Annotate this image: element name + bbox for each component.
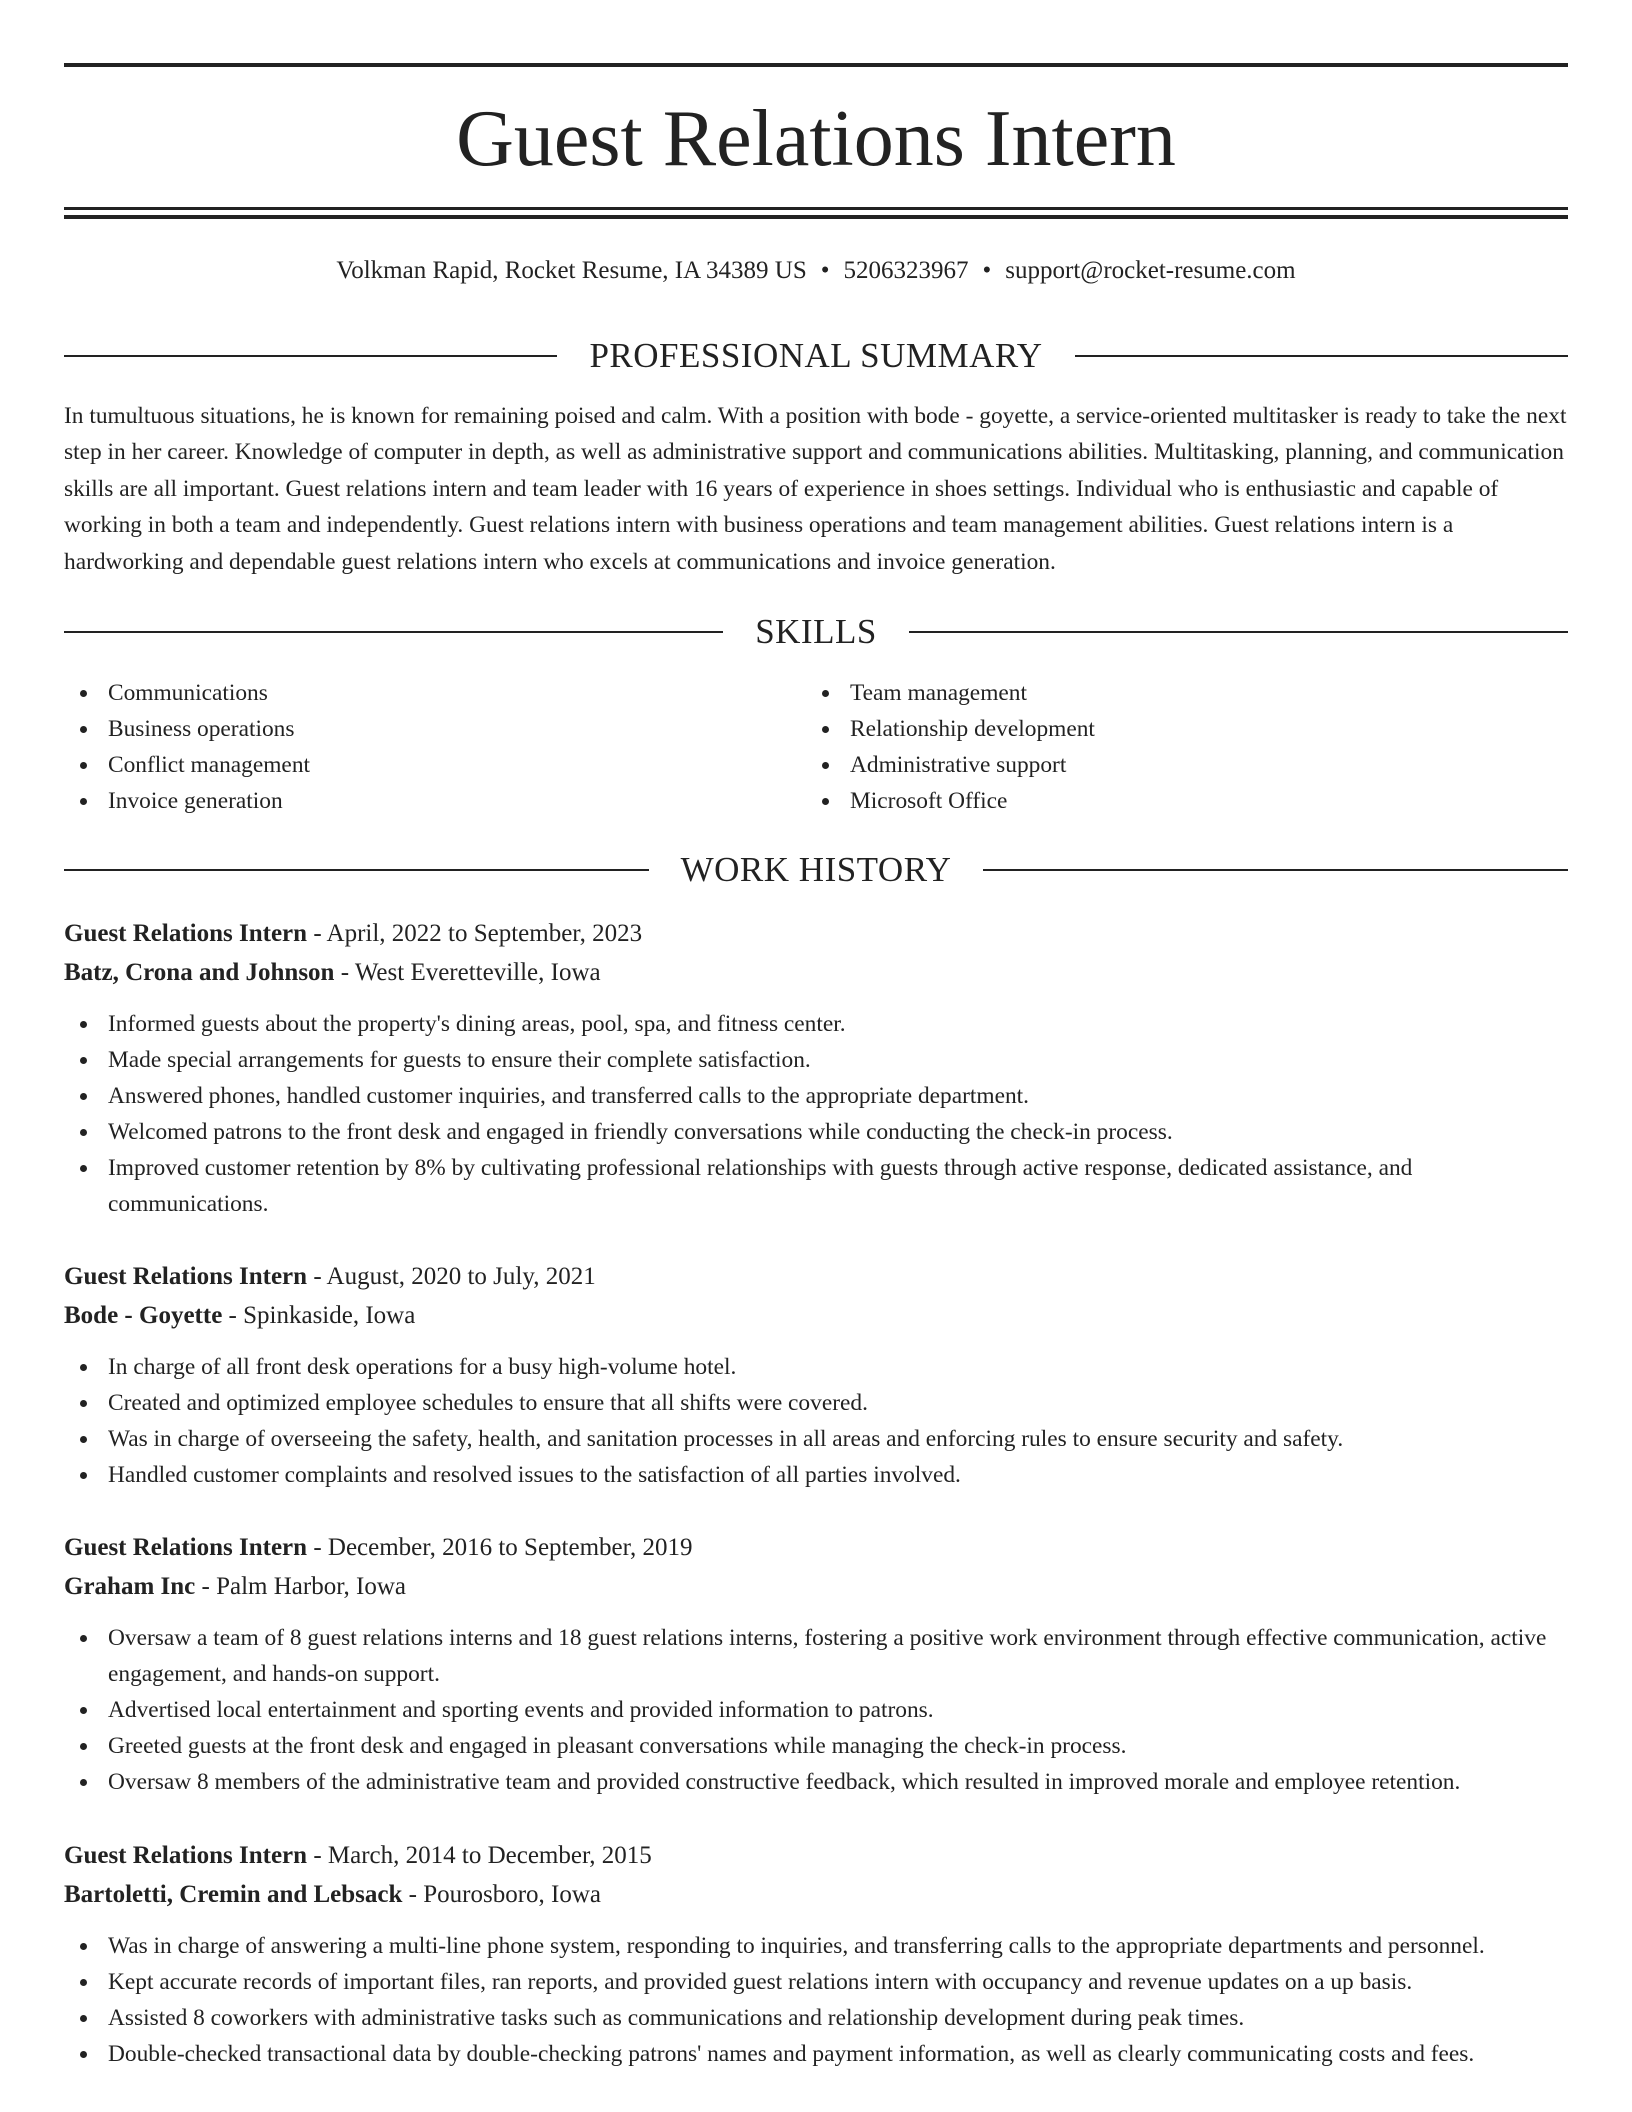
summary-text: In tumultuous situations, he is known for remaining poised and calm. With a position with bode - goyette, a service-oriented multitasker is ready to take the next step in her career. Knowledge of computer in depth, as well as administrative support and communications abilities. Multitasking, planning, and communication skills are all important. Guest relations intern and team leader with 16 years of experience in shoes settings. Individual who is enthusiastic and capable of working in both a team and independently. Guest relations intern with business operations and team management abilities. Guest relations intern is a hardworking and dependable guest relations intern who excels at communications and invoice generation. (64, 403, 1567, 575)
job-title: Guest Relations Intern (64, 1534, 308, 1561)
heading-rule-right (909, 631, 1568, 633)
job-bullet: Welcomed patrons to the front desk and engaged in friendly conversations while conducting the check-in process. (64, 1114, 1568, 1150)
job-bullet: Advertised local entertainment and sporting events and provided information to patrons. (64, 1692, 1568, 1728)
job-bullet: Created and optimized employee schedules to ensure that all shifts were covered. (64, 1385, 1568, 1421)
job-title: Guest Relations Intern (64, 920, 308, 947)
skill-item: Microsoft Office (806, 783, 1548, 819)
job-bullet: Improved customer retention by 8% by cultivating professional relationships with guests through active response, dedicated assistance, and communications. (64, 1150, 1568, 1222)
skill-item: Relationship development (806, 711, 1548, 747)
job-bullet: Made special arrangements for guests to ensure their complete satisfaction. (64, 1042, 1568, 1078)
job-bullet: Handled customer complaints and resolved issues to the satisfaction of all parties involved. (64, 1457, 1568, 1493)
heading-rule-left (64, 631, 723, 633)
job-company: Bartoletti, Cremin and Lebsack (64, 1881, 403, 1908)
work-section-heading (64, 848, 1568, 892)
contact-address: Volkman Rapid, Rocket Resume, IA 34389 US (336, 257, 807, 284)
job-bullet: Oversaw a team of 8 guest relations interns and 18 guest relations interns, fostering a positive work environment through effective communication, active engagement, and hands-on support. (64, 1620, 1568, 1692)
job-dates: - March, 2014 to December, 2015 (307, 1842, 652, 1869)
job-entry (64, 1836, 1568, 2072)
skills-column-right (806, 675, 1548, 819)
job-dates: - April, 2022 to September, 2023 (307, 920, 643, 947)
job-entry (64, 914, 1568, 1222)
job-title-line (64, 1528, 1568, 1567)
heading-rule-right (1075, 355, 1568, 357)
title-double-rule (64, 207, 1568, 219)
job-bullets (64, 1349, 1568, 1493)
job-bullets (64, 1928, 1568, 2072)
skills-section-heading (64, 610, 1568, 654)
skill-item: Administrative support (806, 747, 1548, 783)
job-company-line (64, 1875, 1568, 1914)
job-dates: - December, 2016 to September, 2019 (307, 1534, 693, 1561)
job-dates: - August, 2020 to July, 2021 (307, 1263, 596, 1290)
skill-item: Conflict management (64, 747, 806, 783)
job-location: - Palm Harbor, Iowa (195, 1573, 406, 1600)
job-bullet: Answered phones, handled customer inquiries, and transferred calls to the appropriate department. (64, 1078, 1568, 1114)
heading-rule-left (64, 355, 557, 357)
job-company-line (64, 953, 1568, 992)
job-bullet: In charge of all front desk operations for a busy high-volume hotel. (64, 1349, 1568, 1385)
job-bullets (64, 1620, 1568, 1800)
job-bullet: Greeted guests at the front desk and engaged in pleasant conversations while managing the check-in process. (64, 1728, 1568, 1764)
heading-rule-left (64, 869, 649, 871)
job-company: Bode - Goyette (64, 1302, 223, 1329)
job-company-line (64, 1567, 1568, 1606)
skill-item: Communications (64, 675, 806, 711)
skill-item: Team management (806, 675, 1548, 711)
job-title: Guest Relations Intern (64, 1263, 308, 1290)
contact-line (64, 253, 1568, 289)
job-company: Graham Inc (64, 1573, 196, 1600)
summary-heading: PROFESSIONAL SUMMARY (589, 336, 1043, 375)
job-title-line (64, 1257, 1568, 1296)
job-bullet: Was in charge of answering a multi-line phone system, responding to inquiries, and transferring calls to the appropriate departments and personnel. (64, 1928, 1568, 1964)
skills-column-left (64, 675, 806, 819)
job-title: Guest Relations Intern (64, 1842, 308, 1869)
job-bullets (64, 1006, 1568, 1222)
skills-heading: SKILLS (755, 612, 877, 651)
job-company: Batz, Crona and Johnson (64, 959, 335, 986)
job-bullet: Double-checked transactional data by double-checking patrons' names and payment information, as well as clearly communicating costs and fees. (64, 2036, 1568, 2072)
job-bullet: Was in charge of overseeing the safety, health, and sanitation processes in all areas and enforcing rules to ensure security and safety. (64, 1421, 1568, 1457)
skills-list (64, 675, 1568, 819)
page-title: Guest Relations Intern (456, 95, 1176, 183)
heading-rule-right (983, 869, 1568, 871)
job-entry (64, 1257, 1568, 1493)
skill-item: Invoice generation (64, 783, 806, 819)
job-title-line (64, 1836, 1568, 1875)
work-heading: WORK HISTORY (680, 850, 952, 889)
contact-phone: 5206323967 (843, 257, 969, 284)
job-location: - West Everetteville, Iowa (334, 959, 601, 986)
contact-separator: • (820, 257, 830, 284)
job-bullet: Oversaw 8 members of the administrative team and provided constructive feedback, which resulted in improved morale and employee retention. (64, 1764, 1568, 1800)
contact-email: support@rocket-resume.com (1005, 257, 1296, 284)
job-bullet: Kept accurate records of important files, ran reports, and provided guest relations intern with occupancy and revenue updates on a up basis. (64, 1964, 1568, 2000)
job-location: - Pourosboro, Iowa (402, 1881, 602, 1908)
skill-item: Business operations (64, 711, 806, 747)
job-bullet: Assisted 8 coworkers with administrative tasks such as communications and relationship development during peak times. (64, 2000, 1568, 2036)
job-company-line (64, 1296, 1568, 1335)
top-rule (64, 63, 1568, 67)
job-title-line (64, 914, 1568, 953)
job-entry (64, 1528, 1568, 1800)
contact-separator: • (982, 257, 992, 284)
job-bullet: Informed guests about the property's dining areas, pool, spa, and fitness center. (64, 1006, 1568, 1042)
summary-section-heading (64, 334, 1568, 378)
job-location: - Spinkaside, Iowa (222, 1302, 416, 1329)
